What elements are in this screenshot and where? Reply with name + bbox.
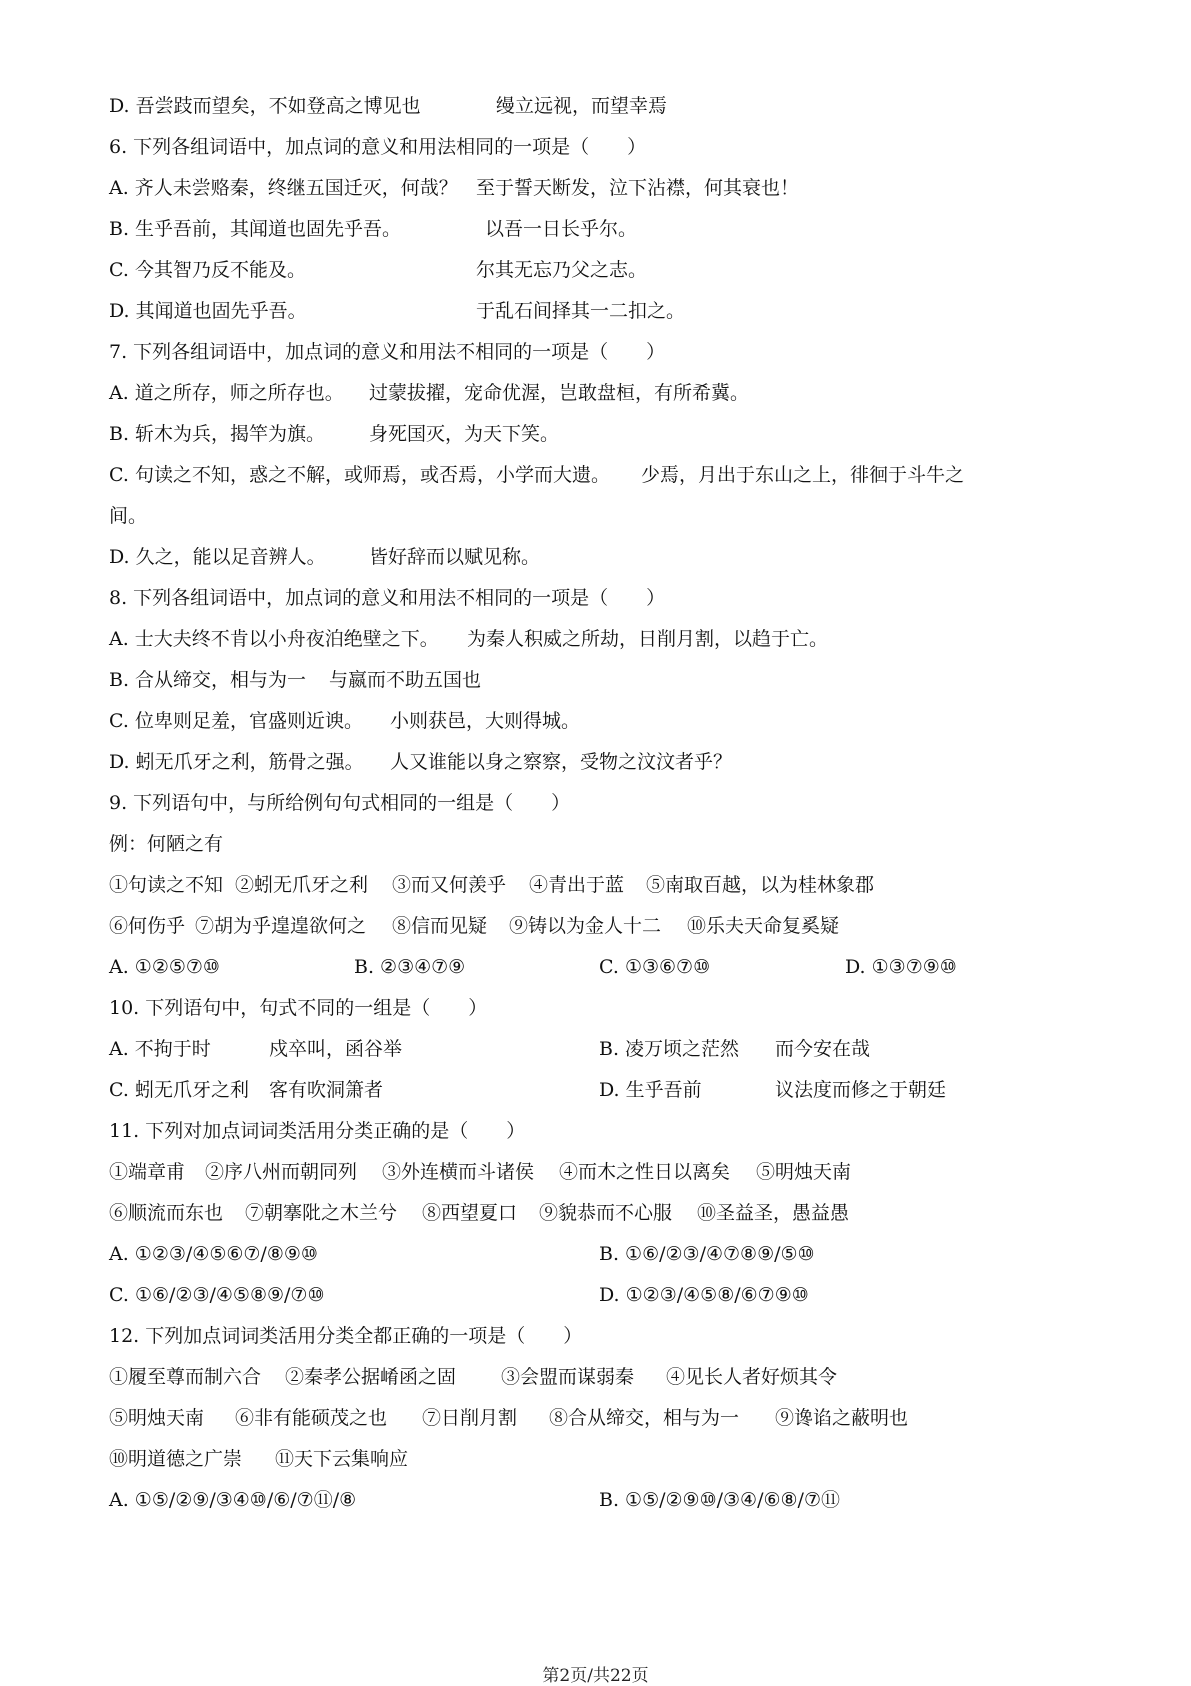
list-item: ⑧合从缔交，相与为一 <box>549 1407 740 1429</box>
option-text: 而今安在哉 <box>775 1038 871 1060</box>
option-text: C. 位卑则足羞，官盛则近谀。 <box>109 710 363 732</box>
question-text: 12. 下列加点词词类活用分类全都正确的一项是（ ） <box>109 1325 583 1347</box>
answer-option-d: D. ①②③/④⑤⑧/⑥⑦⑨⑩ <box>599 1284 809 1306</box>
list-item: ⑩乐夫天命复奚疑 <box>687 915 840 937</box>
option-text: 于乱石间择其一二扣之。 <box>476 300 686 322</box>
list-item: ⑦日削月割 <box>422 1407 518 1429</box>
question-stem <box>109 578 1069 619</box>
answer-options <box>109 1070 1069 1111</box>
text-line <box>109 291 1069 332</box>
question-text: 6. 下列各组词语中，加点词的意义和用法相同的一项是（ ） <box>109 136 647 158</box>
question-text: 7. 下列各组词语中，加点词的意义和用法不相同的一项是（ ） <box>109 341 666 363</box>
option-text: B. 斩木为兵，揭竿为旗。 <box>109 423 326 445</box>
option-text: 至于誓天断发，泣下沾襟，何其衰也！ <box>476 177 800 199</box>
option-text: 身死国灭，为天下笑。 <box>369 423 560 445</box>
text-line <box>109 660 1069 701</box>
answer-options <box>109 1234 1069 1275</box>
list-item: ②秦孝公据崤函之固 <box>285 1366 457 1388</box>
question-stem <box>109 783 1069 824</box>
question-stem <box>109 1111 1069 1152</box>
question-stem <box>109 127 1069 168</box>
option-text: 客有吹洞箫者 <box>269 1079 384 1101</box>
question-text: 8. 下列各组词语中，加点词的意义和用法不相同的一项是（ ） <box>109 587 666 609</box>
list-item: ②序八州而朝同列 <box>205 1161 358 1183</box>
text-line <box>109 373 1069 414</box>
option-text: C. 今其智乃反不能及。 <box>109 259 306 281</box>
list-item: ③外连横而斗诸侯 <box>382 1161 535 1183</box>
list-item: ⑤明烛天南 <box>756 1161 852 1183</box>
list-item: ⑤明烛天南 <box>109 1407 205 1429</box>
sentence-list <box>109 906 1069 947</box>
list-item: ⑨铸以为金人十二 <box>509 915 662 937</box>
answer-option-b: B. ②③④⑦⑨ <box>354 956 466 978</box>
option-text: 皆好辞而以赋见称。 <box>369 546 541 568</box>
list-item: ①端章甫 <box>109 1161 186 1183</box>
text-line <box>109 168 1069 209</box>
option-text: B. 合从缔交，相与为一 <box>109 669 307 691</box>
answer-option-d: D. 生乎吾前 <box>599 1079 702 1101</box>
option-text: 尔其无忘乃父之志。 <box>476 259 648 281</box>
option-text: 戍卒叫，函谷举 <box>269 1038 403 1060</box>
option-text: A. 道之所存，师之所存也。 <box>109 382 344 404</box>
list-item: ①履至尊而制六合 <box>109 1366 262 1388</box>
option-text: 议法度而修之于朝廷 <box>775 1079 947 1101</box>
text-line <box>109 250 1069 291</box>
answer-option-a: A. ①②③/④⑤⑥⑦/⑧⑨⑩ <box>109 1243 318 1265</box>
sentence-list <box>109 1357 1069 1398</box>
list-item: ⑧西望夏口 <box>422 1202 518 1224</box>
list-item: ⑦胡为乎遑遑欲何之 <box>195 915 367 937</box>
list-item: ⑪天下云集响应 <box>275 1448 409 1470</box>
option-text: C. 句读之不知，惑之不解，或师焉，或否焉，小学而大遗。 <box>109 464 610 486</box>
text-line <box>109 414 1069 455</box>
list-item: ⑩圣益圣，愚益愚 <box>697 1202 850 1224</box>
list-item: ④见长人者好烦其令 <box>666 1366 838 1388</box>
answer-options <box>109 1275 1069 1316</box>
list-item: ⑧信而见疑 <box>392 915 488 937</box>
answer-option-a: A. ①②⑤⑦⑩ <box>109 956 220 978</box>
option-text: 过蒙拔擢，宠命优渥，岂敢盘桓，有所希冀。 <box>369 382 750 404</box>
answer-option-a: A. ①⑤/②⑨/③④⑩/⑥/⑦⑪/⑧ <box>109 1489 357 1511</box>
text-line <box>109 701 1069 742</box>
answer-option-b: B. ①⑥/②③/④⑦⑧⑨/⑤⑩ <box>599 1243 815 1265</box>
answer-option-c: C. 蚓无爪牙之利 <box>109 1079 249 1101</box>
list-item: ②蚓无爪牙之利 <box>235 874 369 896</box>
option-text: A. 士大夫终不肯以小舟夜泊绝壁之下。 <box>109 628 439 650</box>
question-text: 11. 下列对加点词词类活用分类正确的是（ ） <box>109 1120 526 1142</box>
page-number: 第2页/共22页 <box>542 1666 649 1686</box>
question-text: 9. 下列语句中，与所给例句句式相同的一组是（ ） <box>109 792 571 814</box>
option-text: D. 吾尝跂而望矣，不如登高之博见也 <box>109 95 421 117</box>
option-text: 少焉，月出于东山之上，徘徊于斗牛之 <box>641 464 965 486</box>
answer-option-d: D. ①③⑦⑨⑩ <box>845 956 957 978</box>
text-line <box>109 455 1069 496</box>
sentence-list <box>109 1439 1069 1480</box>
option-text: D. 久之，能以足音辨人。 <box>109 546 326 568</box>
option-text: D. 其闻道也固先乎吾。 <box>109 300 307 322</box>
answer-option-c: C. ①③⑥⑦⑩ <box>599 956 711 978</box>
option-text: D. 蚓无爪牙之利，筋骨之强。 <box>109 751 364 773</box>
option-text: 缦立远视，而望幸焉 <box>496 95 668 117</box>
answer-option-a: A. 不拘于时 <box>109 1038 211 1060</box>
example-text: 例：何陋之有 <box>109 833 224 855</box>
sentence-list <box>109 1152 1069 1193</box>
list-item: ⑩明道德之广崇 <box>109 1448 243 1470</box>
text-line <box>109 742 1069 783</box>
question-stem <box>109 1316 1069 1357</box>
page-body <box>109 86 1069 1521</box>
option-text: 以吾一日长乎尔。 <box>485 218 638 240</box>
answer-options <box>109 947 1069 988</box>
question-stem <box>109 332 1069 373</box>
text-line <box>109 824 1069 865</box>
text-line <box>109 619 1069 660</box>
answer-options <box>109 1480 1069 1521</box>
answer-option-b: B. ①⑤/②⑨⑩/③④/⑥⑧/⑦⑪ <box>599 1489 840 1511</box>
option-text: 人又谁能以身之察察，受物之汶汶者乎？ <box>390 751 733 773</box>
answer-options <box>109 1029 1069 1070</box>
question-text: 10. 下列语句中，句式不同的一组是（ ） <box>109 997 488 1019</box>
list-item: ⑦朝搴阰之木兰兮 <box>245 1202 398 1224</box>
list-item: ⑨谗谄之蔽明也 <box>775 1407 909 1429</box>
answer-option-b: B. 凌万顷之茫然 <box>599 1038 740 1060</box>
list-item: ④而木之性日以离矣 <box>559 1161 731 1183</box>
text-line <box>109 86 1069 127</box>
text-line <box>109 209 1069 250</box>
list-item: ③而又何羡乎 <box>392 874 507 896</box>
option-text: 间。 <box>109 505 148 527</box>
list-item: ③会盟而谋弱秦 <box>501 1366 635 1388</box>
list-item: ①句读之不知 <box>109 874 224 896</box>
list-item: ④青出于蓝 <box>529 874 625 896</box>
sentence-list <box>109 1398 1069 1439</box>
list-item: ⑥顺流而东也 <box>109 1202 224 1224</box>
question-stem <box>109 988 1069 1029</box>
list-item: ⑤南取百越，以为桂林象郡 <box>646 874 875 896</box>
sentence-list <box>109 865 1069 906</box>
option-text: 小则获邑，大则得城。 <box>390 710 581 732</box>
sentence-list <box>109 1193 1069 1234</box>
list-item: ⑥非有能硕茂之也 <box>235 1407 388 1429</box>
list-item: ⑥何伤乎 <box>109 915 186 937</box>
option-text: 与嬴而不助五国也 <box>329 669 482 691</box>
text-line <box>109 496 1069 537</box>
answer-option-c: C. ①⑥/②③/④⑤⑧⑨/⑦⑩ <box>109 1284 325 1306</box>
option-text: A. 齐人未尝赂秦，终继五国迁灭，何哉？ <box>109 177 458 199</box>
option-text: B. 生乎吾前，其闻道也固先乎吾。 <box>109 218 402 240</box>
option-text: 为秦人积威之所劫，日削月割，以趋于亡。 <box>467 628 829 650</box>
text-line <box>109 537 1069 578</box>
list-item: ⑨貌恭而不心服 <box>539 1202 673 1224</box>
